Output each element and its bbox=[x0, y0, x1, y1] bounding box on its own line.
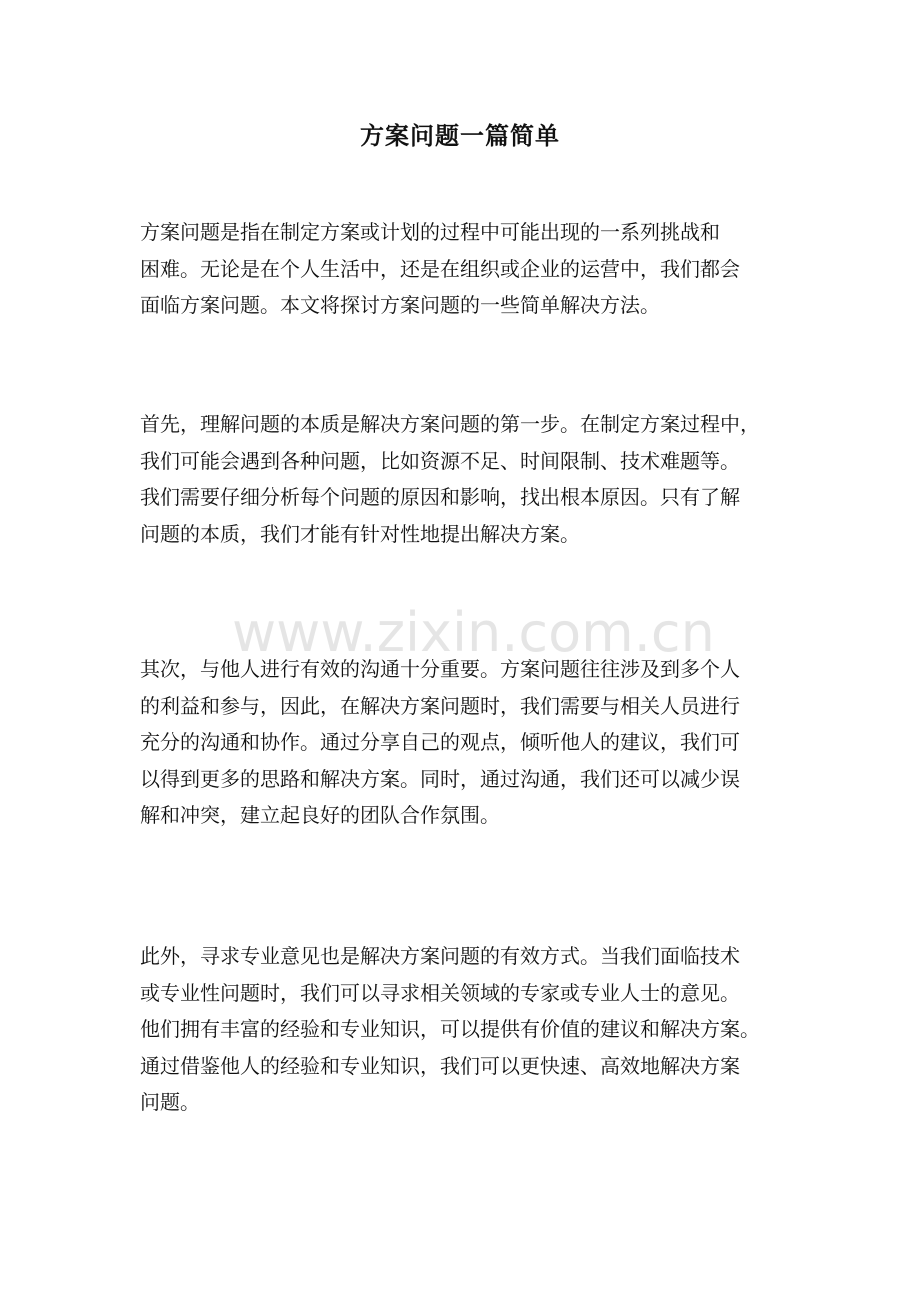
watermark: www.zixin.com.cn bbox=[232, 601, 715, 664]
paragraph-line: 或专业性问题时，我们可以寻求相关领域的专家或专业人士的意见。 bbox=[140, 980, 740, 1005]
paragraph-line: 首先，理解问题的本质是解决方案问题的第一步。在制定方案过程中， bbox=[140, 412, 760, 436]
paragraph-line: 问题。 bbox=[140, 1090, 200, 1114]
paragraph-line: 解和冲突，建立起良好的团队合作氛围。 bbox=[140, 803, 500, 827]
paragraph-line: 方案问题是指在制定方案或计划的过程中可能出现的一系列挑战和 bbox=[140, 220, 720, 244]
paragraph-line: 以得到更多的思路和解决方案。同时，通过沟通，我们还可以减少误 bbox=[140, 766, 740, 791]
paragraph-1 bbox=[140, 214, 790, 324]
paragraph-line: 的利益和参与，因此，在解决方案问题时，我们需要与相关人员进行 bbox=[140, 693, 740, 718]
paragraph-3 bbox=[140, 651, 790, 834]
paragraph-line: 充分的沟通和协作。通过分享自己的观点，倾听他人的建议，我们可 bbox=[140, 730, 740, 754]
document-title: 方案问题一篇简单 bbox=[360, 121, 560, 150]
paragraph-2 bbox=[140, 406, 790, 552]
paragraph-line: 面临方案问题。本文将探讨方案问题的一些简单解决方法。 bbox=[140, 293, 660, 317]
paragraph-line: 他们拥有丰富的经验和专业知识，可以提供有价值的建议和解决方案。 bbox=[140, 1017, 760, 1041]
paragraph-line: 我们需要仔细分析每个问题的原因和影响，找出根本原因。只有了解 bbox=[140, 485, 740, 509]
paragraph-line: 通过借鉴他人的经验和专业知识，我们可以更快速、高效地解决方案 bbox=[140, 1053, 740, 1078]
paragraph-line: 困难。无论是在个人生活中，还是在组织或企业的运营中，我们都会 bbox=[140, 256, 740, 281]
paragraph-line: 此外，寻求专业意见也是解决方案问题的有效方式。当我们面临技术 bbox=[140, 944, 740, 968]
paragraph-line: 问题的本质，我们才能有针对性地提出解决方案。 bbox=[140, 521, 580, 546]
paragraph-line: 我们可能会遇到各种问题，比如资源不足、时间限制、技术难题等。 bbox=[140, 448, 740, 473]
paragraph-4 bbox=[140, 938, 790, 1121]
paragraph-line: 其次，与他人进行有效的沟通十分重要。方案问题往往涉及到多个人 bbox=[140, 657, 740, 681]
